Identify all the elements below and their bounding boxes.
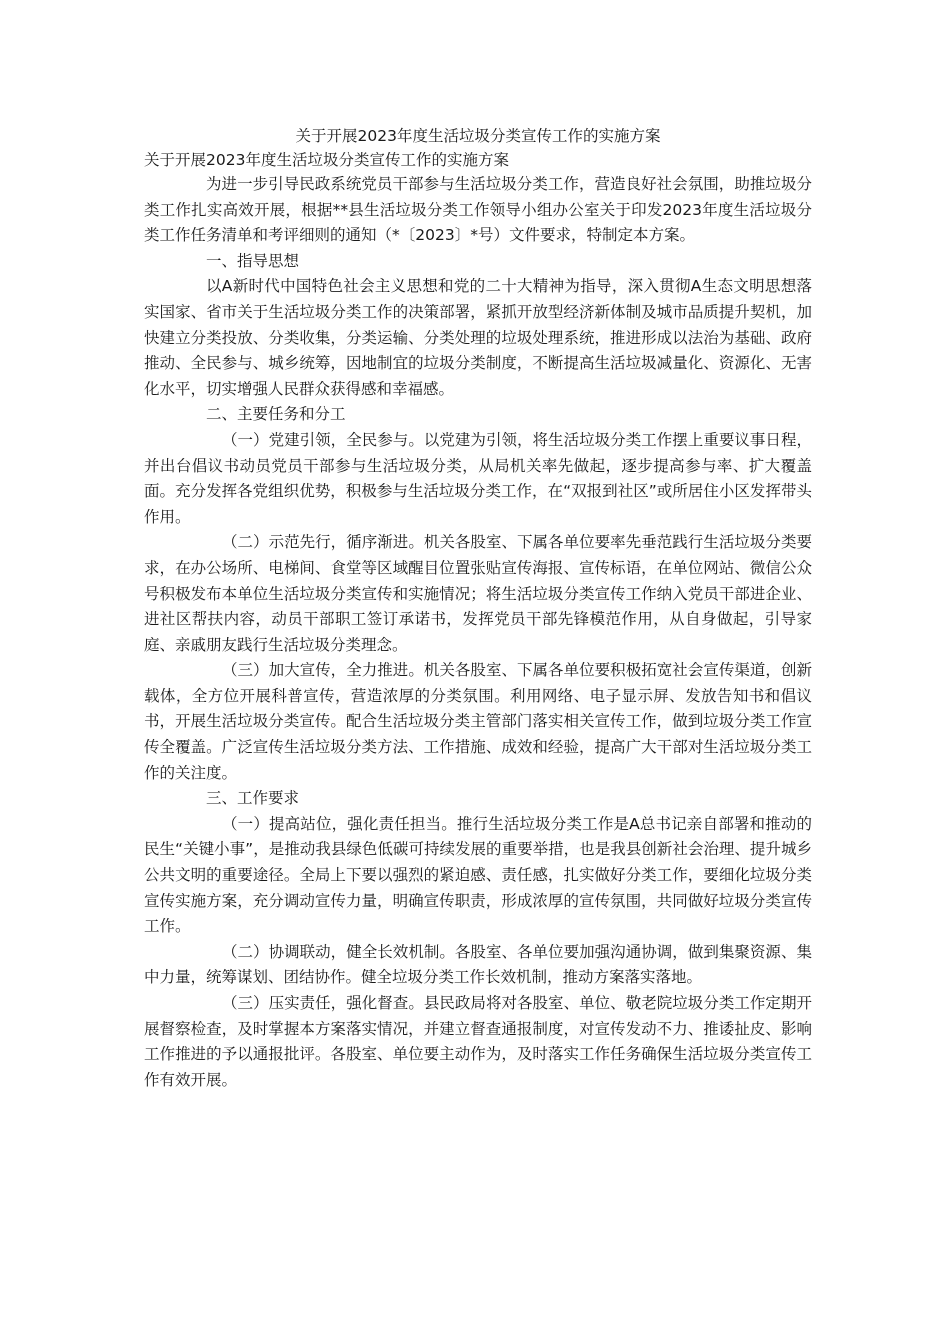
intro-paragraph: 为进一步引导民政系统党员干部参与生活垃圾分类工作，营造良好社会氛围，助推垃圾分类工作扎实高效开展，根据**县生活垃圾分类工作领导小组办公室关于印发2023年度生活垃圾分类工作任务清单和考评细则的通知（*〔2023〕*号）文件要求，特制定本方案。 (144, 175, 812, 245)
paragraph-task-2: （二）示范先行，循序渐进。机关各股室、下属各单位要率先垂范践行生活垃圾分类要求，在办公场所、电梯间、食堂等区域醒目位置张贴宣传海报、宣传标语，在单位网站、微信公众号积极发布本单位生活垃圾分类宣传和实施情况；将生活垃圾分类宣传工作纳入党员干部进企业、进社区帮扶内容，动员干部职工签订承诺书，发挥党员干部先锋模范作用，从自身做起，引导家庭、亲戚朋友践行生活垃圾分类理念。 (144, 533, 812, 654)
paragraph-task-1: （一）党建引领，全民参与。以党建为引领，将生活垃圾分类工作摆上重要议事日程，并出台倡议书动员党员干部参与生活垃圾分类，从局机关率先做起，逐步提高参与率、扩大覆盖面。充分发挥各党组织优势，积极参与生活垃圾分类工作，在“双报到社区”或所居住小区发挥带头作用。 (144, 430, 812, 526)
document-title: 关于开展2023年度生活垃圾分类宣传工作的实施方案 (295, 127, 661, 145)
paragraph-guiding-ideology: 以A新时代中国特色社会主义思想和党的二十大精神为指导，深入贯彻A生态文明思想落实国家、省市关于生活垃圾分类工作的决策部署，紧抓开放型经济新体制及城市品质提升契机，加快建立分类投放、分类收集，分类运输、分类处理的垃圾处理系统，推进形成以法治为基础、政府推动、全民参与、城乡统筹，因地制宜的垃圾分类制度，不断提高生活垃圾减量化、资源化、无害化水平，切实增强人民群众获得感和幸福感。 (144, 277, 812, 398)
document-body (144, 124, 812, 1093)
section-heading-guiding-ideology: 一、指导思想 (206, 251, 300, 270)
paragraph-requirement-1: （一）提高站位，强化责任担当。推行生活垃圾分类工作是A总书记亲自部署和推动的民生“关键小事”，是推动我县绿色低碳可持续发展的重要举措，也是我县创新社会治理、提升城乡公共文明的重要途径。全局上下要以强烈的紧迫感、责任感，扎实做好分类工作，要细化垃圾分类宣传实施方案，充分调动宣传力量，明确宣传职责，形成浓厚的宣传氛围，共同做好垃圾分类宣传工作。 (144, 814, 812, 936)
paragraph-requirement-2: （二）协调联动，健全长效机制。各股室、各单位要加强沟通协调，做到集聚资源、集中力量，统筹谋划、团结协作。健全垃圾分类工作长效机制，推动方案落实落地。 (144, 942, 812, 987)
document-subtitle: 关于开展2023年度生活垃圾分类宣传工作的实施方案 (144, 151, 509, 169)
paragraph-requirement-3: （三）压实责任，强化督查。县民政局将对各股室、单位、敬老院垃圾分类工作定期开展督察检查，及时掌握本方案落实情况，并建立督查通报制度，对宣传发动不力、推诿扯皮、影响工作推进的予以通报批评。各股室、单位要主动作为，及时落实工作任务确保生活垃圾分类宣传工作有效开展。 (144, 994, 812, 1089)
section-heading-main-tasks: 二、主要任务和分工 (206, 405, 346, 424)
paragraph-task-3: （三）加大宣传，全力推进。机关各股室、下属各单位要积极拓宽社会宣传渠道，创新载体，全方位开展科普宣传，营造浓厚的分类氛围。利用网络、电子显示屏、发放告知书和倡议书，开展生活垃圾分类宣传。配合生活垃圾分类主管部门落实相关宣传工作，做到垃圾分类工作宣传全覆盖。广泛宣传生活垃圾分类方法、工作措施、成效和经验，提高广大干部对生活垃圾分类工作的关注度。 (144, 661, 812, 782)
section-heading-work-requirements: 三、工作要求 (206, 789, 300, 808)
